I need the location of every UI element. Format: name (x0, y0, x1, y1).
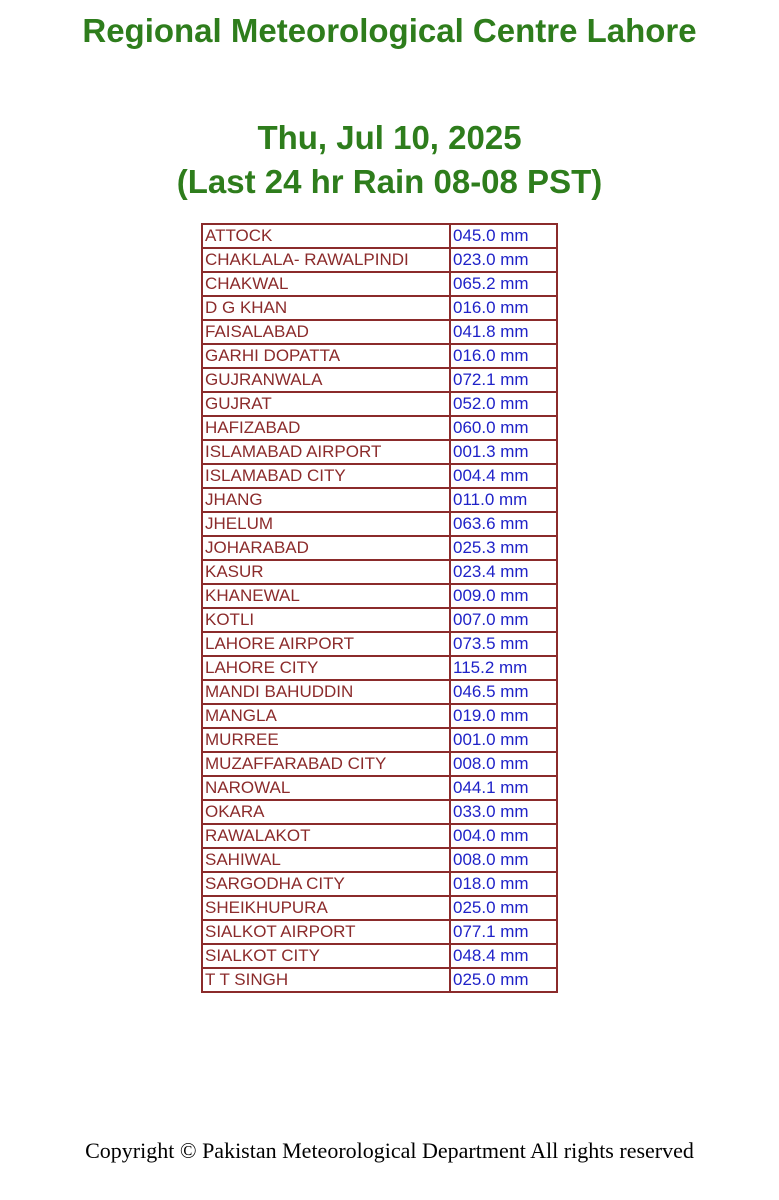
station-name: MANGLA (202, 704, 450, 728)
rainfall-amount: 077.1 mm (450, 920, 557, 944)
rainfall-amount: 044.1 mm (450, 776, 557, 800)
copyright-footer: Copyright © Pakistan Meteorological Department All rights reserved (85, 1138, 694, 1163)
table-row (202, 656, 557, 680)
table-row (202, 920, 557, 944)
rainfall-amount: 046.5 mm (450, 680, 557, 704)
table-row (202, 440, 557, 464)
table-row (202, 728, 557, 752)
table-row (202, 536, 557, 560)
rainfall-amount: 001.0 mm (450, 728, 557, 752)
station-name: GARHI DOPATTA (202, 344, 450, 368)
rainfall-amount: 052.0 mm (450, 392, 557, 416)
station-name: KASUR (202, 560, 450, 584)
table-row (202, 704, 557, 728)
table-row (202, 368, 557, 392)
table-row (202, 872, 557, 896)
table-row (202, 632, 557, 656)
station-name: KOTLI (202, 608, 450, 632)
table-row (202, 896, 557, 920)
station-name: MANDI BAHUDDIN (202, 680, 450, 704)
rainfall-amount: 004.0 mm (450, 824, 557, 848)
station-name: SIALKOT CITY (202, 944, 450, 968)
table-row (202, 560, 557, 584)
rainfall-amount: 016.0 mm (450, 296, 557, 320)
rainfall-table-body (202, 224, 557, 992)
rainfall-amount: 025.3 mm (450, 536, 557, 560)
rainfall-amount: 072.1 mm (450, 368, 557, 392)
page-title: Regional Meteorological Centre Lahore (82, 12, 697, 49)
rainfall-amount: 004.4 mm (450, 464, 557, 488)
station-name: ATTOCK (202, 224, 450, 248)
rainfall-amount: 025.0 mm (450, 896, 557, 920)
table-row (202, 320, 557, 344)
rainfall-amount: 011.0 mm (450, 488, 557, 512)
station-name: D G KHAN (202, 296, 450, 320)
table-row (202, 296, 557, 320)
rainfall-amount: 008.0 mm (450, 848, 557, 872)
station-name: LAHORE AIRPORT (202, 632, 450, 656)
station-name: GUJRAT (202, 392, 450, 416)
rainfall-amount: 007.0 mm (450, 608, 557, 632)
table-row (202, 776, 557, 800)
station-name: RAWALAKOT (202, 824, 450, 848)
rainfall-amount: 048.4 mm (450, 944, 557, 968)
rainfall-amount: 009.0 mm (450, 584, 557, 608)
station-name: SARGODHA CITY (202, 872, 450, 896)
station-name: OKARA (202, 800, 450, 824)
table-row (202, 464, 557, 488)
station-name: JHELUM (202, 512, 450, 536)
rainfall-amount: 073.5 mm (450, 632, 557, 656)
rainfall-amount: 018.0 mm (450, 872, 557, 896)
station-name: CHAKLALA- RAWALPINDI (202, 248, 450, 272)
rainfall-amount: 060.0 mm (450, 416, 557, 440)
station-name: ISLAMABAD CITY (202, 464, 450, 488)
station-name: HAFIZABAD (202, 416, 450, 440)
rainfall-amount: 019.0 mm (450, 704, 557, 728)
table-row (202, 944, 557, 968)
table-row (202, 272, 557, 296)
table-row (202, 488, 557, 512)
rainfall-amount: 115.2 mm (450, 656, 557, 680)
rainfall-table (201, 223, 558, 993)
station-name: ISLAMABAD AIRPORT (202, 440, 450, 464)
station-name: MUZAFFARABAD CITY (202, 752, 450, 776)
table-row (202, 224, 557, 248)
station-name: KHANEWAL (202, 584, 450, 608)
table-row (202, 344, 557, 368)
station-name: LAHORE CITY (202, 656, 450, 680)
station-name: T T SINGH (202, 968, 450, 992)
table-row (202, 248, 557, 272)
table-row (202, 752, 557, 776)
rainfall-amount: 008.0 mm (450, 752, 557, 776)
station-name: FAISALABAD (202, 320, 450, 344)
report-date: Thu, Jul 10, 2025 (257, 119, 522, 156)
rainfall-amount: 063.6 mm (450, 512, 557, 536)
station-name: SAHIWAL (202, 848, 450, 872)
station-name: MURREE (202, 728, 450, 752)
table-row (202, 512, 557, 536)
rainfall-amount: 001.3 mm (450, 440, 557, 464)
station-name: CHAKWAL (202, 272, 450, 296)
table-row (202, 584, 557, 608)
station-name: JHANG (202, 488, 450, 512)
table-row (202, 968, 557, 992)
rainfall-amount: 045.0 mm (450, 224, 557, 248)
table-row (202, 608, 557, 632)
table-row (202, 680, 557, 704)
rainfall-amount: 025.0 mm (450, 968, 557, 992)
station-name: SIALKOT AIRPORT (202, 920, 450, 944)
table-row (202, 848, 557, 872)
rainfall-amount: 033.0 mm (450, 800, 557, 824)
table-row (202, 800, 557, 824)
rainfall-amount: 016.0 mm (450, 344, 557, 368)
station-name: SHEIKHUPURA (202, 896, 450, 920)
table-row (202, 824, 557, 848)
station-name: JOHARABAD (202, 536, 450, 560)
rainfall-amount: 023.4 mm (450, 560, 557, 584)
rainfall-amount: 065.2 mm (450, 272, 557, 296)
table-row (202, 416, 557, 440)
table-row (202, 392, 557, 416)
rainfall-amount: 041.8 mm (450, 320, 557, 344)
rainfall-amount: 023.0 mm (450, 248, 557, 272)
station-name: GUJRANWALA (202, 368, 450, 392)
report-subtitle: (Last 24 hr Rain 08-08 PST) (176, 163, 603, 200)
station-name: NAROWAL (202, 776, 450, 800)
